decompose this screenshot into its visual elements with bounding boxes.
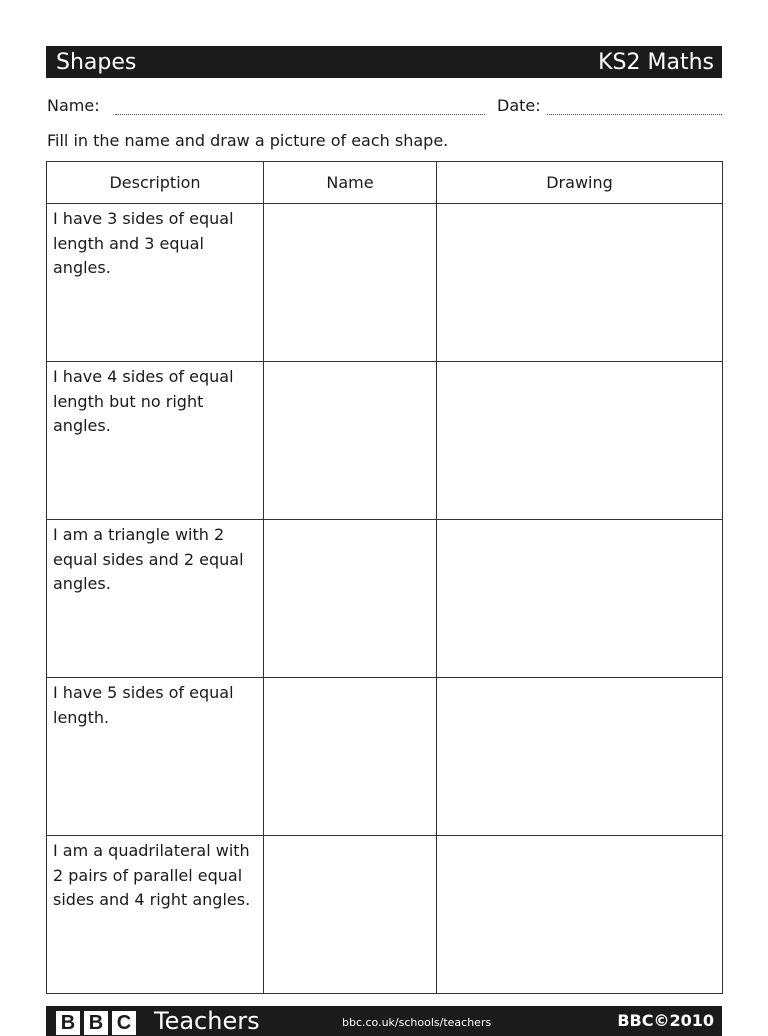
description-cell (47, 678, 264, 836)
name-answer-cell[interactable] (264, 204, 437, 362)
description-cell (47, 836, 264, 994)
footer-brand: Teachers (154, 1007, 260, 1035)
column-header-description: Description (47, 162, 264, 204)
table-row (47, 204, 723, 362)
description-cell (47, 520, 264, 678)
description-text: I am a triangle with 2 equal sides and 2 equal angles. (53, 525, 244, 593)
description-cell (47, 362, 264, 520)
logo-letter: B (84, 1011, 108, 1035)
worksheet-header (46, 46, 722, 78)
drawing-cell[interactable] (437, 520, 723, 678)
name-answer-cell[interactable] (264, 836, 437, 994)
name-answer-cell[interactable] (264, 362, 437, 520)
logo-letter: C (112, 1011, 136, 1035)
table-header-row (47, 162, 723, 204)
name-answer-cell[interactable] (264, 520, 437, 678)
description-cell (47, 204, 264, 362)
footer-url: bbc.co.uk/schools/teachers (342, 1016, 492, 1029)
shapes-table (46, 161, 723, 994)
description-text: I have 3 sides of equal length and 3 equal angles. (53, 209, 234, 277)
bbc-logo (56, 1011, 136, 1035)
table-row (47, 678, 723, 836)
table-row (47, 520, 723, 678)
name-answer-cell[interactable] (264, 678, 437, 836)
drawing-cell[interactable] (437, 204, 723, 362)
description-text: I am a quadrilateral with 2 pairs of parallel equal sides and 4 right angles. (53, 841, 251, 909)
subject-label: KS2 Maths (598, 49, 714, 75)
description-text: I have 4 sides of equal length but no right angles. (53, 367, 234, 435)
column-header-drawing: Drawing (437, 162, 723, 204)
description-text: I have 5 sides of equal length. (53, 683, 234, 727)
name-label: Name: (47, 96, 100, 115)
logo-letter: B (56, 1011, 80, 1035)
drawing-cell[interactable] (437, 678, 723, 836)
footer-bar (46, 1006, 722, 1036)
date-label: Date: (497, 96, 541, 115)
drawing-cell[interactable] (437, 836, 723, 994)
worksheet-title: Shapes (56, 49, 137, 75)
instruction-text: Fill in the name and draw a picture of each shape. (47, 131, 449, 150)
column-header-name: Name (264, 162, 437, 204)
date-field[interactable] (547, 114, 722, 115)
drawing-cell[interactable] (437, 362, 723, 520)
name-date-row (47, 96, 722, 120)
name-field[interactable] (115, 114, 485, 115)
footer-copyright: BBC©2010 (617, 1011, 714, 1030)
table-row (47, 362, 723, 520)
table-row (47, 836, 723, 994)
